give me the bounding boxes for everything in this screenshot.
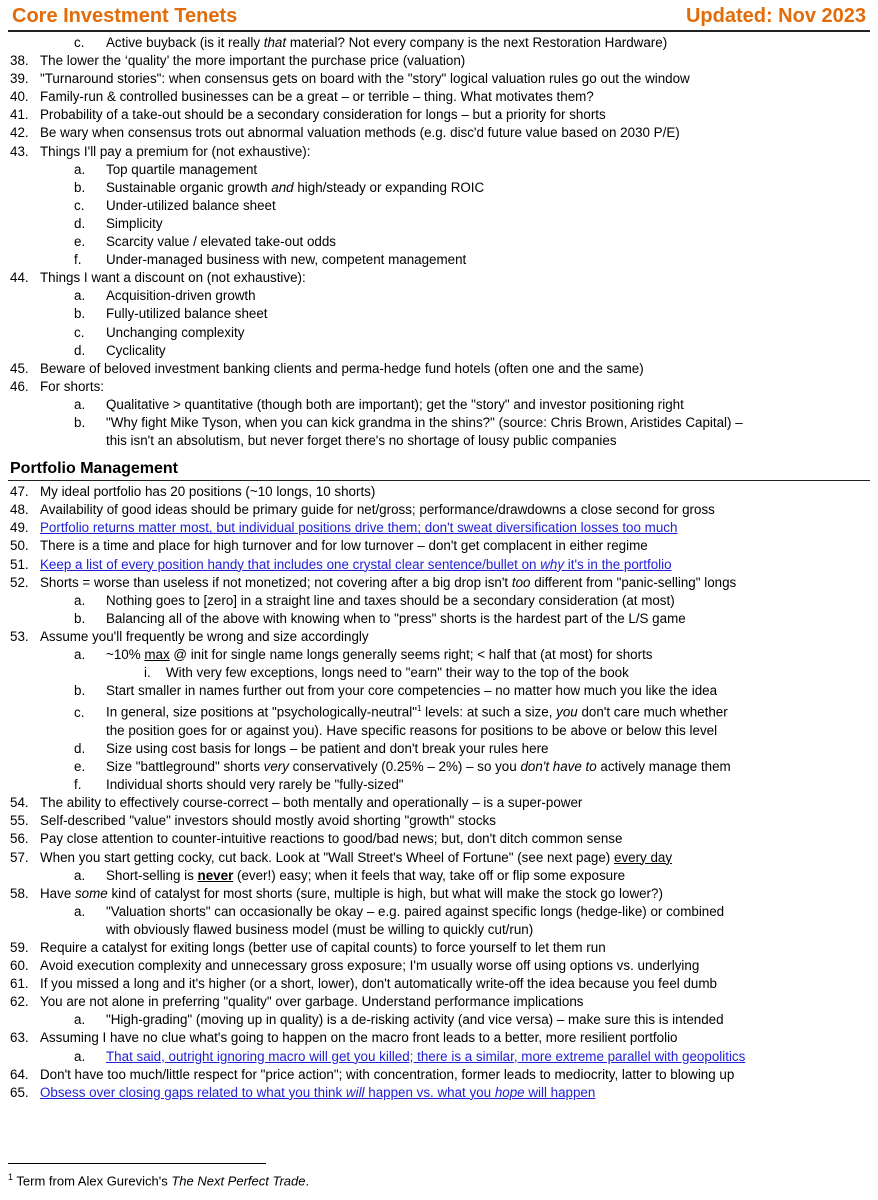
tenet-63a-link[interactable]: That said, outright ignoring macro will get you killed; there is a similar, more extreme parallel with geopolitics	[106, 1048, 746, 1064]
list-item-continuation: with obviously flawed business model (must be willing to quickly cut/run)	[106, 921, 534, 937]
list-item: a. "Valuation shorts" can occasionally be okay – e.g. paired against specific longs (hedge-like) or combined	[74, 903, 725, 919]
tenet-65-link[interactable]: Obsess over closing gaps related to what you think will happen vs. what you hope will happen	[40, 1084, 596, 1100]
tenet-45: 45. Beware of beloved investment banking clients and perma-hedge fund hotels (often one and the same)	[10, 360, 644, 376]
tenet-51: 51. Keep a list of every position handy that includes one crystal clear sentence/bullet on why it's in the portfolio	[10, 556, 672, 572]
tenet-44: 44. Things I want a discount on (not exhaustive):	[10, 270, 306, 286]
page-title: Core Investment Tenets	[12, 5, 238, 27]
updated-date: Updated: Nov 2023	[685, 5, 866, 27]
document-body	[8, 34, 870, 1102]
tenet-53: 53. Assume you'll frequently be wrong and size accordingly	[10, 628, 369, 644]
section-heading-portfolio: Portfolio Management	[8, 458, 870, 481]
tenet-54: 54. The ability to effectively course-correct – both mentally and operationally – is a super-power	[10, 795, 583, 811]
tenet-64: 64. Don't have too much/little respect for "price action"; with concentration, former leads to mediocrity, latter to blowing up	[10, 1066, 735, 1082]
tenet-56: 56. Pay close attention to counter-intuitive reactions to good/bad news; but, don't ditch common sense	[10, 831, 623, 847]
tenet-48: 48. Availability of good ideas should be primary guide for net/gross; performance/drawdowns a close second for gross	[10, 502, 715, 518]
tenet-38: 38. The lower the ‘quality’ the more important the purchase price (valuation)	[10, 53, 466, 69]
tenet-60: 60. Avoid execution complexity and unnecessary gross exposure; I'm usually worse off using options vs. underlying	[10, 958, 700, 974]
page-header	[8, 4, 870, 32]
list-item: b. "Why fight Mike Tyson, when you can kick grandma in the shins?" (source: Chris Brown, Aristides Capital) –	[74, 414, 743, 430]
list-item: e. Size "battleground" shorts very conservatively (0.25% – 2%) – so you don't have to actively manage them	[74, 759, 731, 775]
list-item: b. Balancing all of the above with knowing when to "press" shorts is the hardest part of the L/S game	[74, 610, 686, 626]
tenet-46: 46. For shorts:	[10, 378, 104, 394]
tenet-47: 47. My ideal portfolio has 20 positions (~10 longs, 10 shorts)	[10, 484, 376, 500]
tenet-52: 52. Shorts = worse than useless if not monetized; not covering after a big drop isn't too different from "panic-selling" longs	[10, 574, 737, 590]
tenet-41: 41. Probability of a take-out should be a secondary consideration for longs – but a priority for shorts	[10, 107, 606, 123]
list-item: i. With very few exceptions, longs need to "earn" their way to the top of the book	[144, 665, 629, 681]
list-item: a. "High-grading" (moving up in quality) is a de-risking activity (and vice versa) – make sure this is intended	[74, 1012, 724, 1028]
tenet-55: 55. Self-described "value" investors should mostly avoid shorting "growth" stocks	[10, 813, 496, 829]
tenet-63: 63. Assuming I have no clue what's going to happen on the macro front leads to a better, more resilient portfolio	[10, 1030, 678, 1046]
list-item: c. In general, size positions at "psychologically-neutral"$^1$ levels: at such a size, you don't care much whether	[74, 704, 728, 720]
list-item: a. Short-selling is never (ever!) easy; when it feels that way, take off or flip some exposure	[74, 867, 626, 883]
tenet-40: 40. Family-run & controlled businesses can be a great – or terrible – thing. What motivates them?	[10, 89, 594, 105]
list-item: a. Top quartile management	[74, 161, 258, 177]
tenet-50: 50. There is a time and place for high turnover and for low turnover – don't get complacent in either regime	[10, 538, 648, 554]
tenet-49-link[interactable]: Portfolio returns matter most, but individual positions drive them; don't sweat diversification losses too much	[40, 520, 678, 536]
list-item: a. That said, outright ignoring macro will get you killed; there is a similar, more extreme parallel with geopolitics	[74, 1048, 746, 1064]
footnote: $^1$ Term from Alex Gurevich's The Next Perfect Trade.	[8, 1172, 310, 1189]
list-item: c. Under-utilized balance sheet	[74, 197, 276, 213]
list-item: b. Fully-utilized balance sheet	[74, 306, 268, 322]
list-item: a. Acquisition-driven growth	[74, 288, 256, 304]
list-item: f. Individual shorts should very rarely be "fully-sized"	[74, 777, 404, 793]
list-item: c. Unchanging complexity	[74, 324, 245, 340]
tenet-58: 58. Have some kind of catalyst for most shorts (sure, multiple is high, but what will make the stock go lower?)	[10, 885, 663, 901]
list-item: e. Scarcity value / elevated take-out odds	[74, 234, 337, 250]
list-item: a. Nothing goes to [zero] in a straight line and taxes should be a secondary consideration (at most)	[74, 592, 675, 608]
tenet-42: 42. Be wary when consensus trots out abnormal valuation methods (e.g. disc'd future value based on 2030 P/E)	[10, 125, 680, 141]
list-item-continuation: the position goes for or against you). Have specific reasons for positions to be above or below this level	[106, 722, 718, 738]
tenet-39: 39. "Turnaround stories": when consensus gets on board with the "story" logical valuation rules go out the window	[10, 71, 690, 87]
tenet-57: 57. When you start getting cocky, cut back. Look at "Wall Street's Wheel of Fortune" (see next page) every day	[10, 849, 673, 865]
list-item: b. Start smaller in names further out from your core competencies – no matter how much you like the idea	[74, 683, 718, 699]
tenet-59: 59. Require a catalyst for exiting longs (better use of capital counts) to force yourself to let them run	[10, 939, 606, 955]
tenet-51-link[interactable]: Keep a list of every position handy that includes one crystal clear sentence/bullet on why it's in the portfolio	[40, 556, 672, 572]
tenet-61: 61. If you missed a long and it's higher (or a short, lower), don't automatically write-off the idea because you feel dumb	[10, 976, 717, 992]
footnote-ref: 1	[416, 704, 422, 714]
list-item: b. Sustainable organic growth and high/steady or expanding ROIC	[74, 179, 485, 195]
tenet-43: 43. Things I'll pay a premium for (not exhaustive):	[10, 143, 311, 159]
tenet-49: 49. Portfolio returns matter most, but individual positions drive them; don't sweat diversification losses too much	[10, 520, 678, 536]
list-item: d. Simplicity	[74, 215, 163, 231]
list-item: d. Size using cost basis for longs – be patient and don't break your rules here	[74, 740, 549, 756]
tenet-65: 65. Obsess over closing gaps related to what you think will happen vs. what you hope will happen	[10, 1084, 596, 1100]
list-item: f. Under-managed business with new, competent management	[74, 252, 467, 268]
list-item: d. Cyclicality	[74, 342, 166, 358]
list-item: c. Active buyback (is it really that material? Not every company is the next Restoration Hardware)	[74, 35, 668, 50]
tenet-62: 62. You are not alone in preferring "quality" over garbage. Understand performance implications	[10, 994, 584, 1010]
list-item-continuation: this isn't an absolutism, but never forget there's no shortage of lousy public companies	[106, 433, 617, 449]
footnote-divider	[8, 1163, 266, 1164]
list-item: a. Qualitative > quantitative (though both are important); get the "story" and investor positioning right	[74, 396, 684, 412]
list-item: a. ~10% max @ init for single name longs generally seems right; < half that (at most) for shorts	[74, 647, 653, 662]
